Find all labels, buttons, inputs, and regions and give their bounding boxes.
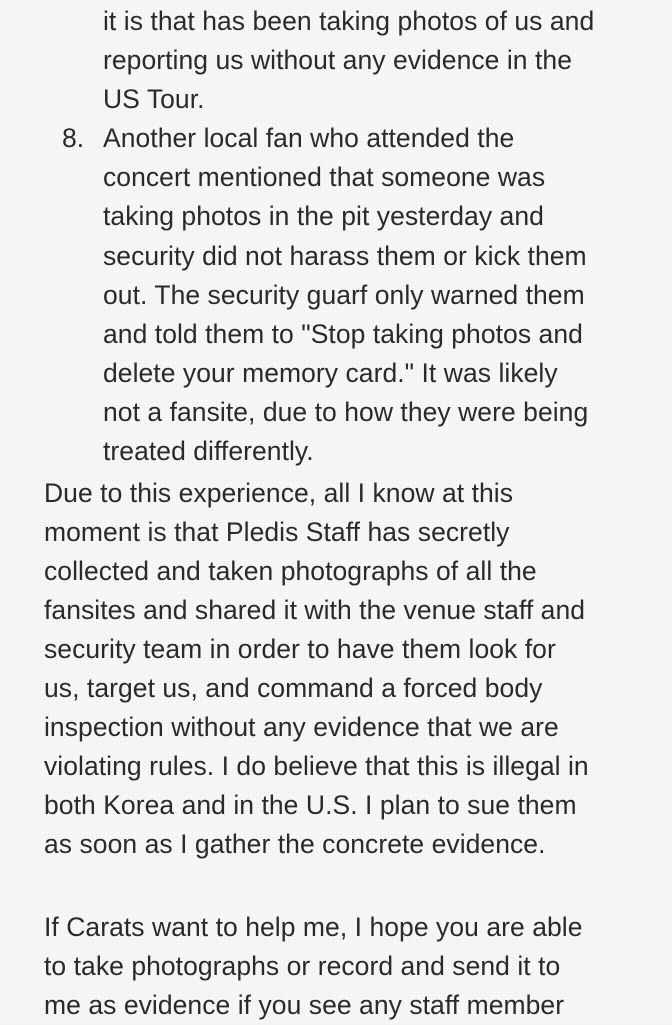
text-line: concert mentioned that someone was	[103, 162, 546, 192]
text-line: reporting us without any evidence in the	[103, 45, 572, 75]
text-line: treated differently.	[103, 436, 314, 466]
text-line: Another local fan who attended the	[103, 123, 515, 153]
text-line: moment is that Pledis Staff has secretly	[44, 517, 510, 547]
text-line: Due to this experience, all I know at this	[44, 478, 514, 508]
text-line: US Tour.	[103, 84, 205, 114]
text-line: us, target us, and command a forced body	[44, 673, 543, 703]
text-line: me as evidence if you see any staff member	[44, 990, 565, 1020]
text-line: to take photographs or record and send it to	[44, 951, 561, 981]
text-line: as soon as I gather the concrete evidence.	[44, 829, 546, 859]
text-line: If Carats want to help me, I hope you are able	[44, 912, 583, 942]
text-line: delete your memory card." It was likely	[103, 358, 558, 388]
text-line: taking photos in the pit yesterday and	[103, 201, 544, 231]
text-line: fansites and shared it with the venue staff and	[44, 595, 586, 625]
text-line: inspection without any evidence that we are	[44, 712, 559, 742]
text-line: and told them to "Stop taking photos and	[103, 319, 583, 349]
text-line: not a fansite, due to how they were being	[103, 397, 589, 427]
text-line: both Korea and in the U.S. I plan to sue them	[44, 790, 577, 820]
text-line: collected and taken photographs of all the	[44, 556, 537, 586]
text-line: out. The security guarf only warned them	[103, 280, 585, 310]
text-line: it is that has been taking photos of us and	[103, 6, 595, 36]
text-line: security did not harass them or kick them	[103, 241, 587, 271]
text-line: violating rules. I do believe that this is illegal in	[44, 751, 589, 781]
text-line: security team in order to have them look for	[44, 634, 556, 664]
list-marker: 8.	[62, 123, 85, 153]
